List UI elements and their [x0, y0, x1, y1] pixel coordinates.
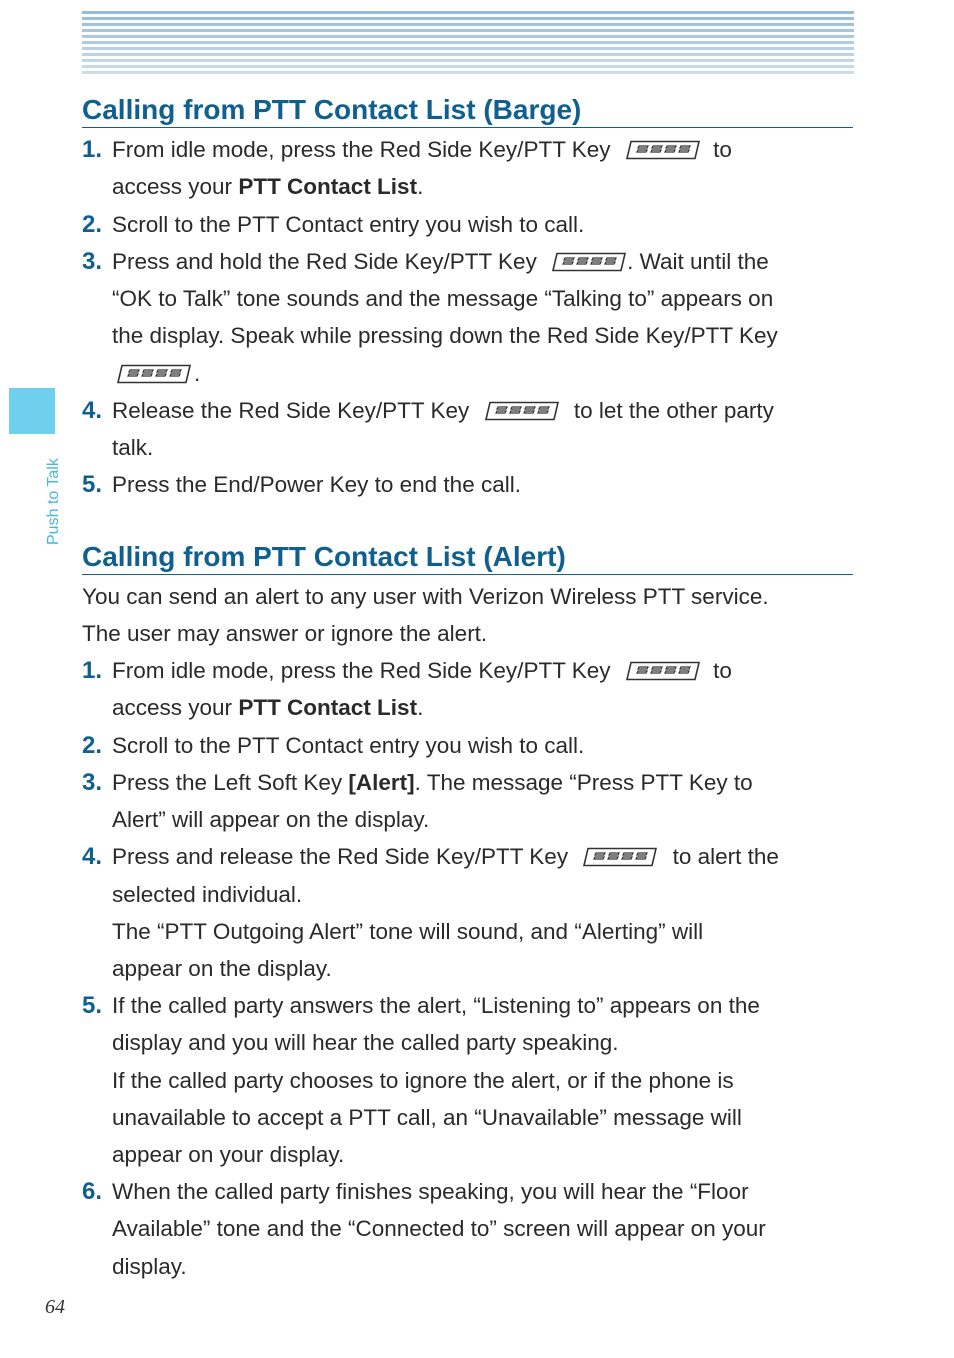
intro-text: You can send an alert to any user with Verizon Wireless PTT service.	[82, 584, 769, 609]
step-number: 2.	[82, 732, 103, 759]
step-text: Alert” will appear on the display.	[112, 807, 430, 832]
intro-text: The user may answer or ignore the alert.	[82, 621, 488, 646]
step-text: .	[112, 360, 200, 388]
step-text: If the called party chooses to ignore the alert, or if the phone is	[112, 1068, 734, 1093]
step-text: When the called party finishes speaking, you will hear the “Floor	[112, 1179, 749, 1204]
ptt-key-icon	[582, 847, 658, 867]
step-text: The “PTT Outgoing Alert” tone will sound, and “Alerting” will	[112, 919, 704, 944]
chapter-label: Push to Talk	[45, 458, 62, 545]
step-text: Press and hold the Red Side Key/PTT Key . Wait until the	[112, 249, 769, 274]
step-text: Scroll to the PTT Contact entry you wish to call.	[112, 733, 585, 758]
ptt-key-icon	[484, 401, 560, 421]
step-text: Press and release the Red Side Key/PTT Key to alert the	[112, 844, 779, 869]
section-title-barge: Calling from PTT Contact List (Barge)	[82, 94, 853, 128]
chapter-tab	[9, 388, 55, 434]
section-title-alert: Calling from PTT Contact List (Alert)	[82, 541, 853, 575]
step-text: “OK to Talk” tone sounds and the message “Talking to” appears on	[112, 286, 774, 311]
step-number: 2.	[82, 211, 103, 238]
step-text: Release the Red Side Key/PTT Key to let the other party	[112, 398, 774, 423]
page-number: 64	[45, 1296, 65, 1318]
step-text: appear on your display.	[112, 1142, 345, 1167]
header-stripe-band	[82, 11, 854, 77]
step-number: 1.	[82, 657, 103, 684]
ptt-key-icon	[551, 252, 627, 272]
step-number: 1.	[82, 136, 103, 163]
ptt-key-icon	[625, 140, 701, 160]
step-text: Press the End/Power Key to end the call.	[112, 472, 521, 497]
ptt-key-icon	[625, 661, 701, 681]
step-number: 4.	[82, 843, 103, 870]
step-text: selected individual.	[112, 882, 303, 907]
step-text: unavailable to accept a PTT call, an “Unavailable” message will	[112, 1105, 742, 1130]
step-number: 3.	[82, 248, 103, 275]
step-text: the display. Speak while pressing down the Red Side Key/PTT Key	[112, 323, 778, 348]
step-number: 5.	[82, 471, 103, 498]
step-text: Scroll to the PTT Contact entry you wish to call.	[112, 212, 585, 237]
step-text: display and you will hear the called party speaking.	[112, 1030, 619, 1055]
step-text: access your PTT Contact List.	[112, 695, 424, 720]
step-text: If the called party answers the alert, “Listening to” appears on the	[112, 993, 760, 1018]
step-text: display.	[112, 1254, 187, 1279]
step-text: From idle mode, press the Red Side Key/PTT Key to	[112, 137, 732, 162]
step-text: Available” tone and the “Connected to” screen will appear on your	[112, 1216, 766, 1241]
step-text: appear on the display.	[112, 956, 332, 981]
step-number: 4.	[82, 397, 103, 424]
step-text: talk.	[112, 435, 154, 460]
step-number: 6.	[82, 1178, 103, 1205]
step-number: 3.	[82, 769, 103, 796]
step-text: Press the Left Soft Key [Alert]. The message “Press PTT Key to	[112, 770, 753, 795]
step-text: access your PTT Contact List.	[112, 174, 424, 199]
step-number: 5.	[82, 992, 103, 1019]
ptt-key-icon	[116, 364, 192, 384]
step-text: From idle mode, press the Red Side Key/PTT Key to	[112, 658, 732, 683]
